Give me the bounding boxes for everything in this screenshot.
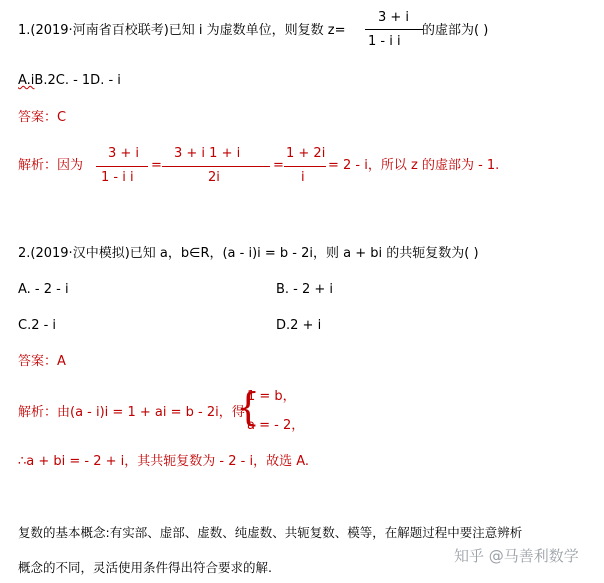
q1-f2-numerator: 3 + i 1 + i (174, 146, 241, 161)
q2-system-brace: { (236, 385, 261, 429)
q1-answer: 答案：C (18, 110, 67, 125)
q1-analysis-suffix: = 2 - i，所以 z 的虚部为 - 1. (328, 158, 500, 173)
watermark: 知乎 @马善利数学 (454, 547, 579, 565)
q1-f1-denominator: 1 - i i (101, 170, 134, 185)
q1-options (18, 73, 121, 89)
q1-analysis-prefix: 解析：因为 (18, 158, 84, 173)
q1-f3-numerator: 1 + 2i (286, 146, 326, 161)
q2-option-b: B. - 2 + i (276, 282, 334, 297)
q1-frac-line (365, 29, 423, 30)
note-line2: 概念的不同，灵活使用条件得出符合要求的解. (18, 560, 272, 575)
q2-stem: 2.(2019·汉中模拟)已知 a，b∈R，(a - i)i = b - 2i，则 a + bi 的共轭复数为( ) (18, 246, 479, 261)
q1-eq2: = (273, 158, 284, 173)
q1-stem-suffix: 的虚部为( ) (422, 23, 489, 38)
q2-option-d: D.2 + i (276, 318, 322, 333)
q1-f1-line (96, 166, 148, 167)
q1-options-rest: B.2C. - 1D. - i (34, 73, 121, 88)
q2-conclusion: ∴a + bi = - 2 + i，其共轭复数为 - 2 - i，故选 A. (18, 454, 310, 469)
q2-system-line2: a = - 2， (247, 418, 305, 433)
q1-frac-numerator: 3 + i (378, 10, 410, 25)
q1-option-a: A.i (18, 73, 35, 88)
q1-f1-numerator: 3 + i (108, 146, 140, 161)
q1-stem-prefix: 1.(2019·河南省百校联考)已知 i 为虚数单位，则复数 z= (18, 23, 346, 38)
q2-option-a: A. - 2 - i (18, 282, 69, 297)
q2-analysis-prefix: 解析：由(a - i)i = 1 + ai = b - 2i，得 (18, 405, 245, 420)
q1-f2-denominator: 2i (208, 170, 220, 185)
q1-frac-denominator: 1 - i i (368, 34, 401, 49)
q1-eq1: = (151, 158, 162, 173)
q1-f3-line (284, 166, 326, 167)
q1-f2-line (162, 166, 270, 167)
q2-option-c: C.2 - i (18, 318, 57, 333)
note-line1: 复数的基本概念:有实部、虚部、虚数、纯虚数、共轭复数、模等，在解题过程中要注意辨析 (18, 525, 523, 540)
q2-answer: 答案：A (18, 354, 66, 369)
q2-system-line1: 1 = b， (247, 389, 296, 404)
q1-f3-denominator: i (301, 170, 305, 185)
